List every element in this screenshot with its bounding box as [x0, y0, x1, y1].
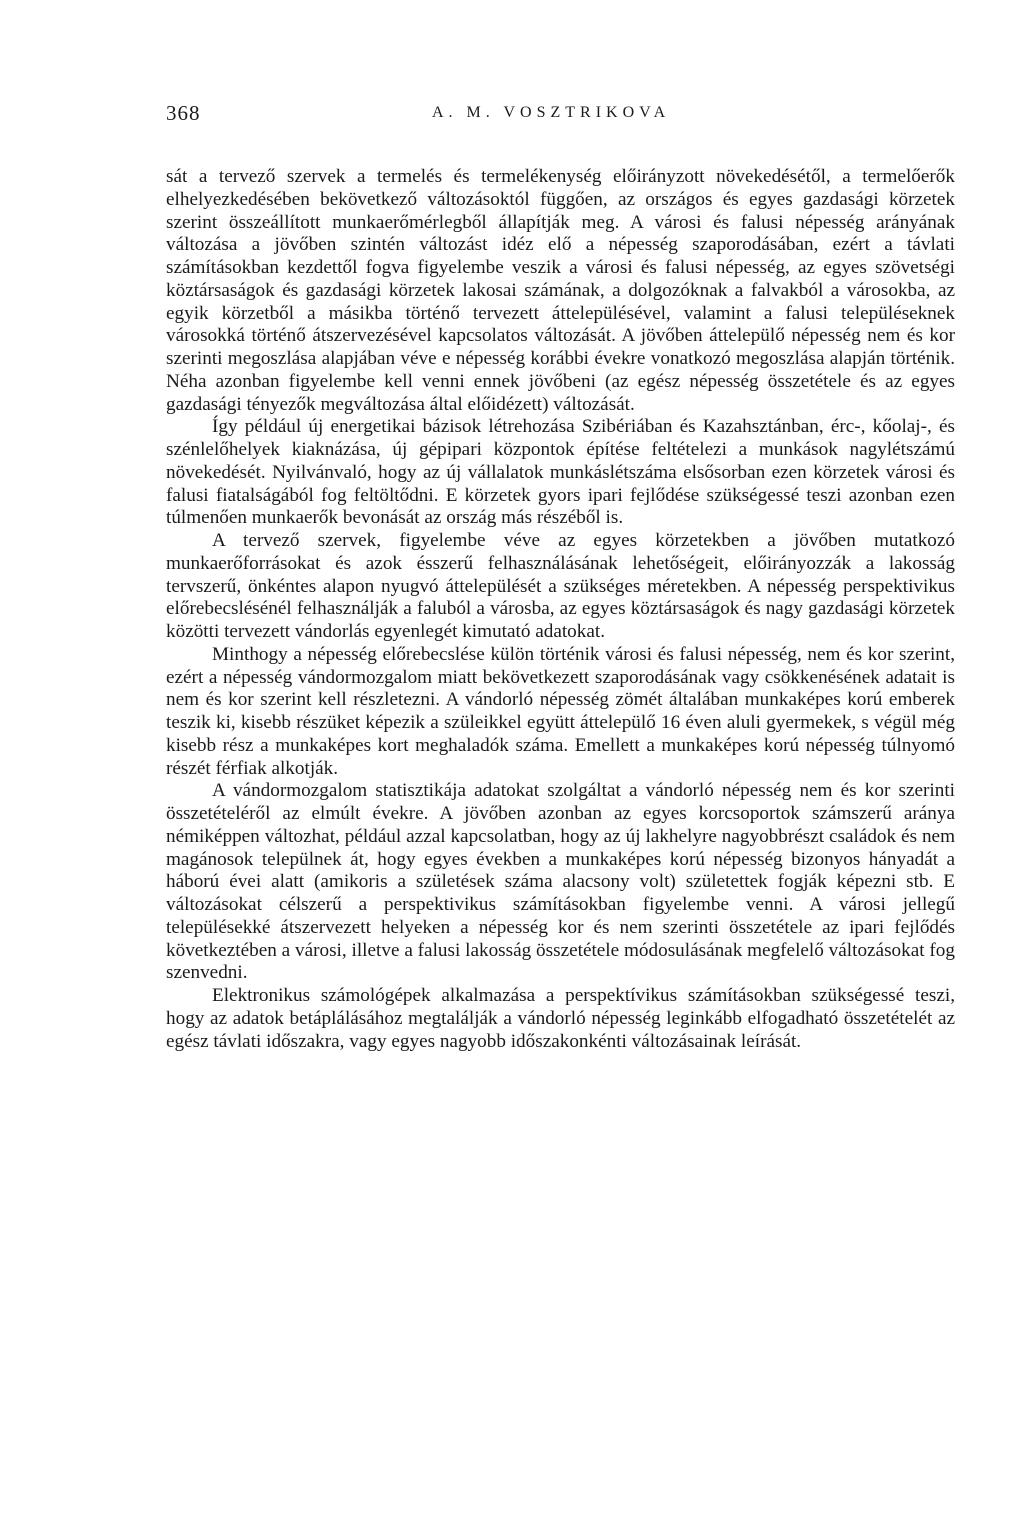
paragraph: Minthogy a népesség előrebecslése külön történik városi és falusi népesség, nem és kor szerint, ezért a népesség vándormozgalom miatt bekövetkezett szaporodásának vagy csökkenésének adatait is nem és kor szerint kell részletezni. A vándorló népesség zömét általában munkaképes korú emberek teszik ki, kisebb részüket képezik a szüleikkel együtt áttelepülő 16 éven aluli gyermekek, s végül még kisebb rész a munkaképes kort meghaladók száma. Emellett a munkaképes korú népesség túlnyomó részét férfiak alkotják. [166, 643, 955, 779]
paragraph-continued: sát a tervező szervek a termelés és termelékenység előirányzott növekedésétől, a termelőerők elhelyezkedésében bekövetkező változásoktól függően, az országos és egyes gazdasági körzetek szerint összeállított munkaerőmérlegből állapítják meg. A városi és falusi népesség arányának változása a jövőben szintén változást idéz elő a népesség szaporodásában, ezért a távlati számításokban kezdettől fogva figyelembe veszik a városi és falusi népesség, az egyes szövetségi köztársaságok és gazdasági körzetek lakosai számának, a dolgozóknak a falvakból a városokba, az egyik körzetből a másikba történő tervezett áttelepülésével, valamint a falusi településeknek városokká történő átszervezésével kapcsolatos változását. A jövőben áttelepülő népesség nem és kor szerinti megoszlása alapjában véve e népesség korábbi évekre vonatkozó megoszlása alapján történik. Néha azonban figyelembe kell venni ennek jövőbeni (az egész népesség összetétele és az egyes gazdasági tényezők megváltozása által előidézett) változását. [166, 166, 955, 415]
paragraph: Elektronikus számológépek alkalmazása a perspektívikus számításokban szükségessé teszi, hogy az adatok betáplálásához megtalálják a vándorló népesség leginkább elfogadható összetételét az egész távlati időszakra, vagy egyes nagyobb időszakonkénti változásainak leírását. [166, 985, 955, 1052]
paragraph: A vándormozgalom statisztikája adatokat szolgáltat a vándorló népesség nem és kor szerinti összetételéről az elmúlt évekre. A jövőben azonban az egyes korcsoportok számszerű aránya némiképpen változhat, például azzal kapcsolatban, hogy az új lakhelyre nagyobbrészt családok és nem magánosok települnek át, hogy egyes években a munkaképes korú népesség bizonyos hányadát a háború évei alatt (amikoris a születések száma alacsony volt) születettek fogják képezni stb. E változásokat célszerű a perspektivikus számításokban figyelembe venni. A városi jellegű településekké átszervezett helyeken a népesség kor és nem szerinti összetétele az ipari fejlődés következtében a városi, illetve a falusi lakosság összetétele módosulásának megfelelő változásokat fog szenvedni. [166, 780, 955, 984]
page-header [166, 101, 956, 131]
page-number: 368 [166, 101, 201, 125]
running-head: A. M. VOSZTRIKOVA [432, 104, 671, 121]
body-text [166, 166, 955, 1053]
paragraph: Így például új energetikai bázisok létrehozása Szibériában és Kazahsztánban, érc-, kőolaj-, és szénlelőhelyek kiaknázása, új gépipari központok építése feltételezi a munkások nagylétszámú növekedését. Nyilvánvaló, hogy az új vállalatok munkáslétszáma elsősorban ezen körzetek városi és falusi fiatalságából fog feltöltődni. E körzetek gyors ipari fejlődése szükségessé teszi azonban ezen túlmenően munkaerők bevonását az ország más részéből is. [166, 416, 955, 529]
paragraph: A tervező szervek, figyelembe véve az egyes körzetekben a jövőben mutatkozó munkaerőforrásokat és azok ésszerű felhasználásának lehetőségeit, előirányozzák a lakosság tervszerű, önkéntes alapon nyugvó áttelepülését a szükséges méretekben. A népesség perspektivikus előrebecslésénél felhasználják a faluból a városba, az egyes köztársaságok és nagy gazdasági körzetek közötti tervezett vándorlás egyenlegét kimutató adatokat. [166, 530, 955, 642]
